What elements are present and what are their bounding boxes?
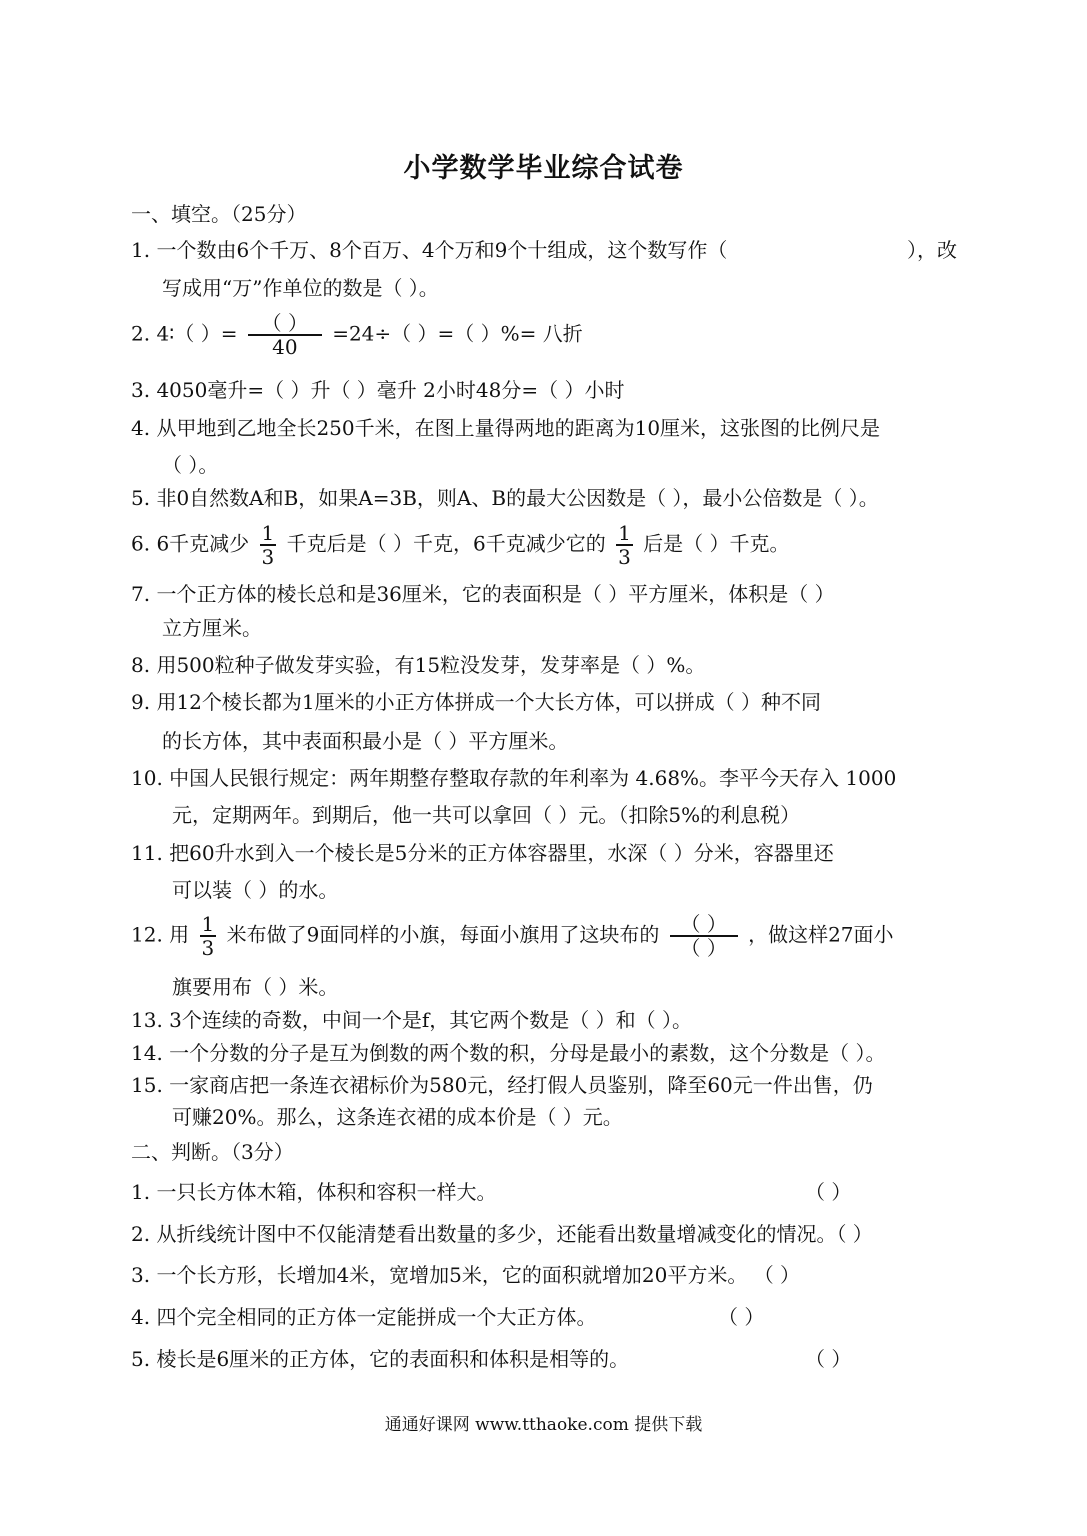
question-15: 15. 一家商店把一条连衣裙标价为580元，经打假人员鉴别，降至60元一件出售，仍 (131, 1073, 873, 1097)
judgment-3: 3. 一个长方形，长增加4米，宽增加5米，它的面积就增加20平方米。 （ ） (131, 1263, 801, 1287)
question-2 (131, 312, 583, 358)
judgment-1: 1. 一只长方体木箱，体积和容积一样大。 (131, 1180, 497, 1204)
fraction-denominator: 3 (261, 545, 275, 569)
question-6 (131, 522, 790, 568)
question-11-continued: 可以装（ ）的水。 (172, 878, 339, 902)
question-13: 13. 3个连续的奇数，中间一个是f，其它两个数是（ ）和（ ）。 (131, 1008, 693, 1032)
question-12-part-b: 米布做了9面同样的小旗，每面小旗用了这块布的 (226, 922, 660, 947)
question-5: 5. 非0自然数A和B，如果A=3B，则A、B的最大公因数是（ ），最小公倍数是（ ）。 (131, 486, 879, 510)
question-8: 8. 用500粒种子做发芽实验，有15粒没发芽，发芽率是（ ）%。 (131, 653, 706, 677)
judgment-5-blank: （ ） (805, 1347, 852, 1371)
question-9: 9. 用12个棱长都为1厘米的小正方体拼成一个大长方体，可以拼成（ ）种不同 (131, 690, 821, 714)
question-1-part-b: ），改 (907, 238, 957, 262)
question-7-continued: 立方厘米。 (162, 616, 262, 640)
question-2-part-a: 2. 4∶（ ）= (131, 321, 238, 346)
section-heading-fill-blank: 一、填空。（25分） (131, 202, 307, 226)
question-6-part-c: 后是（ ）千克。 (643, 531, 790, 556)
question-4-continued: （ ）。 (162, 453, 219, 477)
fraction-denominator: 40 (272, 335, 298, 359)
question-14: 14. 一个分数的分子是互为倒数的两个数的积，分母是最小的素数，这个分数是（ ）。 (131, 1041, 886, 1065)
fraction-numerator: （ ） (670, 913, 738, 937)
exam-title: 小学数学毕业综合试卷 (403, 153, 684, 184)
question-12 (131, 913, 894, 959)
page-footer: 通通好课网 www.tthaoke.com 提供下载 (384, 1415, 703, 1435)
question-3: 3. 4050毫升=（ ）升（ ）毫升 2小时48分=（ ）小时 (131, 378, 625, 402)
question-12-fraction (200, 913, 217, 959)
judgment-2: 2. 从折线统计图中不仅能清楚看出数量的多少，还能看出数量增减变化的情况。（ ） (131, 1222, 873, 1246)
fraction-denominator: 3 (201, 936, 215, 960)
question-2-part-b: =24÷（ ）=（ ）%= 八折 (332, 321, 583, 346)
question-7-text: 7. 一个正方体的棱长总和是36厘米，它的表面积是（ ）平方厘米，体积是（ ） (131, 582, 835, 606)
question-4: 4. 从甲地到乙地全长250千米，在图上量得两地的距离为10厘米，这张图的比例尺是 (131, 416, 881, 440)
judgment-5: 5. 棱长是6厘米的正方体，它的表面积和体积是相等的。 (131, 1347, 630, 1371)
question-1 (131, 237, 957, 263)
judgment-4-blank: （ ） (718, 1305, 765, 1329)
question-12-blank-fraction (670, 913, 738, 959)
question-2-fraction (248, 312, 322, 358)
fraction-denominator: 3 (618, 545, 631, 569)
question-1-part-a: 1. 一个数由6个千万、8个百万、4个万和9个十组成，这个数写作（ (131, 238, 728, 262)
fraction-numerator: 1 (201, 912, 215, 936)
fraction-numerator: 1 (618, 521, 631, 545)
section-heading-judgment: 二、判断。（3分） (131, 1140, 294, 1164)
judgment-4: 4. 四个完全相同的正方体一定能拼成一个大正方体。 (131, 1305, 597, 1329)
question-1-continued: 写成用“万”作单位的数是（ ）。 (162, 276, 439, 300)
fraction-numerator: 1 (261, 521, 275, 545)
question-12-part-a: 12. 用 (131, 922, 190, 947)
question-12-part-c: ，做这样27面小 (748, 922, 894, 947)
question-10-continued: 元，定期两年。到期后，他一共可以拿回（ ）元。（扣除5%的利息税） (172, 803, 801, 827)
question-9-continued: 的长方体，其中表面积最小是（ ）平方厘米。 (162, 729, 569, 753)
question-15-continued: 可赚20%。那么，这条连衣裙的成本价是（ ）元。 (172, 1105, 623, 1129)
fraction-numerator: （ ） (248, 312, 322, 336)
question-7 (131, 581, 957, 607)
question-10: 10. 中国人民银行规定：两年期整存整取存款的年利率为 4.68%。李平今天存入 1000 (131, 766, 897, 790)
question-6-fraction-1 (260, 522, 277, 568)
question-6-part-a: 6. 6千克减少 (131, 531, 250, 556)
judgment-1-blank: （ ） (805, 1180, 852, 1204)
question-11: 11. 把60升水到入一个棱长是5分米的正方体容器里，水深（ ）分米，容器里还 (131, 841, 834, 865)
question-6-part-b: 千克后是（ ）千克，6千克减少它的 (286, 531, 606, 556)
fraction-denominator: （ ） (680, 936, 727, 960)
question-6-fraction-2 (616, 522, 633, 568)
question-12-continued: 旗要用布（ ）米。 (172, 975, 339, 999)
